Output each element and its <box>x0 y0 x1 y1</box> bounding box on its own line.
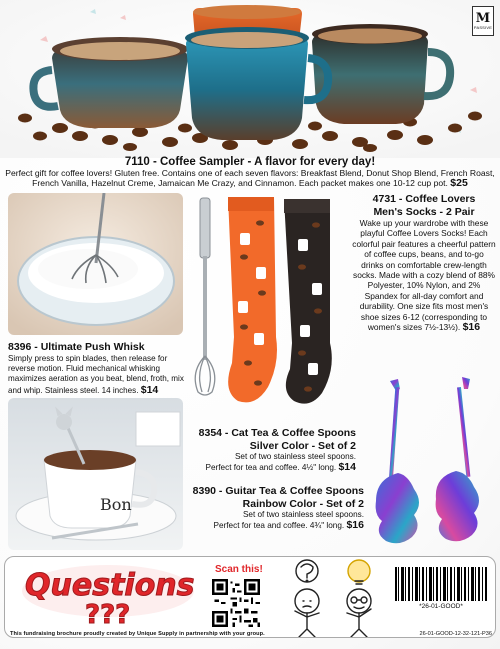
product-8390-title-line1: 8390 - Guitar Tea & Coffee Spoons <box>192 485 364 497</box>
qr-code[interactable] <box>212 579 260 627</box>
footer-credit: This fundraising brochure proudly created by Unique Supply in partnership with your group. <box>10 631 265 637</box>
product-8354-desc-line2: Perfect for tea and coffee. 4½" long. <box>205 463 337 472</box>
product-8354-title <box>186 427 356 452</box>
product-7110-price: $25 <box>450 177 468 190</box>
questions-logo-word: Questions <box>25 568 195 603</box>
product-8390-title-line2: Rainbow Color - Set of 2 <box>242 497 364 510</box>
product-7110 <box>4 156 496 189</box>
questions-band <box>4 556 496 638</box>
scan-label: Scan this! <box>215 564 263 575</box>
product-8354-desc-line1: Set of two stainless steel spoons. <box>234 452 356 461</box>
product-8390-description <box>186 510 364 531</box>
thinking-figures-illustration <box>273 557 393 637</box>
guitar-spoons-image <box>352 375 496 550</box>
product-8390-desc-line2: Perfect for tea and coffee. 4¾" long. <box>213 521 345 530</box>
mug-text: Bon <box>100 495 132 514</box>
brand-logo <box>472 6 494 36</box>
product-7110-desc-line1: Perfect gift for coffee lovers! Gluten free. Contains one of each seven flavors: Breakfast Blend, Donut Shop Blend, French Roast, <box>5 168 495 178</box>
questions-logo-marks: ??? <box>85 600 131 627</box>
product-8390-price: $16 <box>346 519 364 531</box>
product-7110-description <box>4 168 496 189</box>
product-8390-desc-line1: Set of two stainless steel spoons. <box>242 510 364 519</box>
product-8354 <box>186 427 356 473</box>
product-8354-price: $14 <box>338 461 356 473</box>
product-7110-desc-line2: French Vanilla, Hazelnut Creme, Jamaican Me Crazy, and Cinnamon. Each packet makes one 10-12 cup pot. <box>32 178 448 189</box>
product-8354-title-line2: Silver Color - Set of 2 <box>249 439 356 452</box>
whisk-bowl-photo <box>8 193 183 335</box>
product-8354-title-line1: 8354 - Cat Tea & Coffee Spoons <box>198 427 356 439</box>
coffee-cups-hero-image <box>0 0 500 158</box>
coffee-socks-image <box>218 193 350 411</box>
product-4731-price: $16 <box>462 321 481 334</box>
product-4731-title-line1: 4731 - Coffee Lovers <box>372 193 476 205</box>
product-7110-title: 7110 - Coffee Sampler - A flavor for every day! <box>124 156 376 168</box>
coffee-cups-illustration <box>0 0 500 158</box>
product-8396 <box>8 341 188 396</box>
product-4731-title <box>352 193 496 218</box>
product-4731-description <box>352 218 496 332</box>
brand-logo-mark: M <box>475 11 491 26</box>
product-8396-description <box>8 354 188 396</box>
product-8396-title: 8396 - Ultimate Push Whisk <box>8 341 145 353</box>
product-8396-desc-text: Simply press to spin blades, then release for reverse motion. Fluid mechanical whisking maximizes aeration as you beat, blend, froth, mix and whip. Stainless steel. 14 inches. <box>8 354 184 395</box>
product-4731-title-line2: Men's Socks - 2 Pair <box>373 205 475 218</box>
product-8390-title <box>186 485 364 510</box>
barcode-graphic <box>393 567 489 601</box>
product-8354-description <box>186 452 356 473</box>
product-4731-desc-text: Wake up your wardrobe with these playful Coffee Lovers Socks! Each colorful pair features a cheerful pattern of coffee cups, beans, and to-go drinks on comfortable crew-length socks. Made with a cozy blend of 88% Polyester, 10% Nylon, and 2% Spandex for all-day comfort and durability. One size fits most men's shoe sizes 6-12 (corresponding to women's sizes 7½-13½). <box>352 218 496 333</box>
product-8390 <box>186 485 364 531</box>
product-4731 <box>352 193 496 332</box>
barcode <box>393 567 489 627</box>
footer-catalog-code: 26-01-GOOD-12-32-121-P36 <box>419 631 492 637</box>
cat-spoon-cup-photo <box>8 398 183 550</box>
questions-logo <box>19 561 197 627</box>
barcode-code: *26-01-GOOD* <box>419 603 463 610</box>
brand-logo-tag: PASSIVE <box>473 25 493 30</box>
product-8396-price: $14 <box>140 383 159 396</box>
